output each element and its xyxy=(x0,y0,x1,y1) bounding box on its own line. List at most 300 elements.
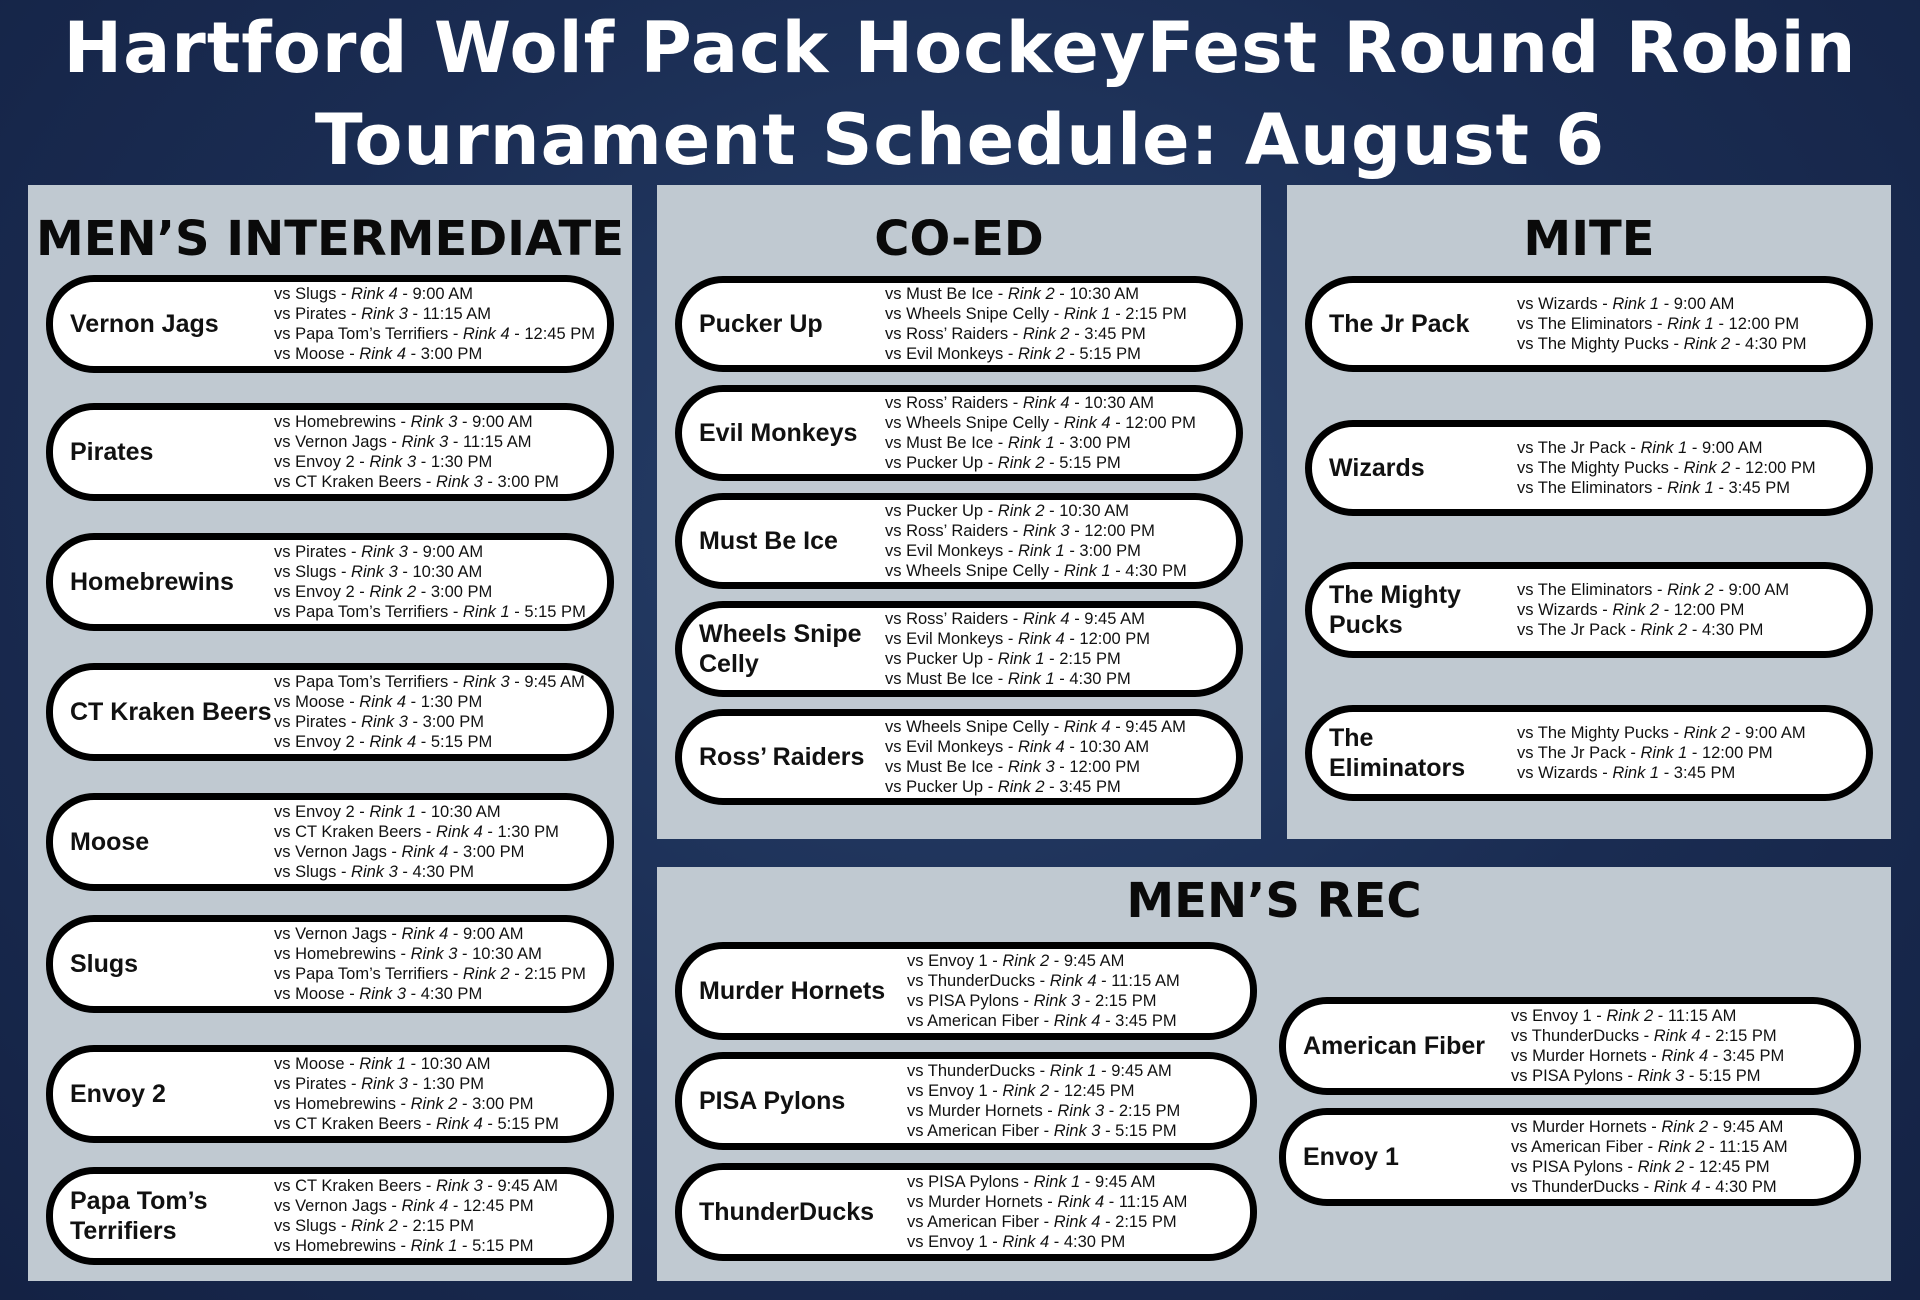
game-opponent: vs Envoy 2 xyxy=(274,583,355,601)
game-opponent: vs Ross’ Raiders xyxy=(885,522,1009,540)
panel-mens-intermediate xyxy=(28,185,632,1281)
game-list xyxy=(274,922,586,1006)
game-time: 12:00 PM xyxy=(1069,758,1140,776)
game-opponent: vs Pucker Up xyxy=(885,454,984,472)
game-rink: Rink 1 xyxy=(1612,295,1660,313)
game-rink: Rink 2 xyxy=(462,965,510,983)
game-list xyxy=(1511,1115,1788,1199)
game-rink: Rink 2 xyxy=(1017,345,1065,363)
game-rink: Rink 2 xyxy=(1683,335,1731,353)
team-card xyxy=(46,1045,614,1143)
game-line: vs American Fiber - Rink 4 - 2:15 PM xyxy=(907,1213,1177,1231)
game-line: vs The Jr Pack - Rink 2 - 4:30 PM xyxy=(1517,621,1764,639)
game-line: vs Vernon Jags - Rink 4 - 3:00 PM xyxy=(274,843,525,861)
game-opponent: vs Homebrewins xyxy=(274,1095,396,1113)
team-name: Evil Monkeys xyxy=(699,418,858,447)
game-time: 12:45 PM xyxy=(524,325,595,343)
team-name: American Fiber xyxy=(1303,1031,1486,1060)
game-opponent: vs Vernon Jags xyxy=(274,433,387,451)
game-line: vs Moose - Rink 3 - 4:30 PM xyxy=(274,985,483,1003)
game-line: vs Moose - Rink 1 - 10:30 AM xyxy=(274,1055,491,1073)
team-name: Vernon Jags xyxy=(70,309,219,338)
game-rink: Rink 3 xyxy=(1022,522,1070,540)
game-line: vs Wizards - Rink 2 - 12:00 PM xyxy=(1517,601,1745,619)
game-opponent: vs Pucker Up xyxy=(885,778,984,796)
game-time: 2:15 PM xyxy=(1715,1027,1777,1045)
game-time: 2:15 PM xyxy=(1125,305,1187,323)
game-line: vs The Eliminators - Rink 2 - 9:00 AM xyxy=(1517,581,1790,599)
game-opponent: vs Evil Monkeys xyxy=(885,345,1004,363)
game-rink: Rink 4 xyxy=(1049,972,1097,990)
game-rink: Rink 4 xyxy=(436,1115,483,1133)
panel-mite xyxy=(1287,185,1891,839)
game-rink: Rink 3 xyxy=(361,1075,408,1093)
game-line: vs The Jr Pack - Rink 1 - 9:00 AM xyxy=(1517,439,1763,457)
game-opponent: vs The Jr Pack xyxy=(1517,439,1626,457)
game-line: vs ThunderDucks - Rink 4 - 2:15 PM xyxy=(1511,1027,1777,1045)
game-opponent: vs PISA Pylons xyxy=(907,992,1019,1010)
game-opponent: vs American Fiber xyxy=(907,1213,1040,1231)
team-card xyxy=(46,403,614,501)
game-opponent: vs PISA Pylons xyxy=(1511,1158,1623,1176)
game-opponent: vs Pirates xyxy=(274,713,347,731)
game-list xyxy=(907,949,1180,1033)
game-line: vs Ross’ Raiders - Rink 4 - 10:30 AM xyxy=(885,394,1155,412)
game-opponent: vs Moose xyxy=(274,693,345,711)
game-time: 5:15 PM xyxy=(1699,1067,1761,1085)
game-line: vs PISA Pylons - Rink 1 - 9:45 AM xyxy=(907,1173,1156,1191)
game-opponent: vs Evil Monkeys xyxy=(885,738,1004,756)
game-opponent: vs Vernon Jags xyxy=(274,925,387,943)
game-line: vs American Fiber - Rink 2 - 11:15 AM xyxy=(1511,1138,1788,1156)
game-rink: Rink 4 xyxy=(1063,718,1111,736)
team-card xyxy=(46,793,614,891)
game-time: 2:15 PM xyxy=(524,965,586,983)
game-line: vs Evil Monkeys - Rink 4 - 10:30 AM xyxy=(885,738,1150,756)
game-opponent: vs The Jr Pack xyxy=(1517,621,1626,639)
game-time: 9:00 AM xyxy=(462,925,524,943)
game-time: 3:45 PM xyxy=(1084,325,1146,343)
game-rink: Rink 3 xyxy=(1033,992,1081,1010)
game-time: 2:15 PM xyxy=(1118,1102,1181,1120)
game-time: 1:30 PM xyxy=(430,453,493,471)
game-opponent: vs ThunderDucks xyxy=(907,972,1036,990)
panel-mens-rec xyxy=(657,867,1891,1281)
game-rink: Rink 4 xyxy=(1022,610,1070,628)
game-list xyxy=(907,1170,1187,1254)
game-opponent: vs Vernon Jags xyxy=(274,843,387,861)
division-title: CO-ED xyxy=(874,211,1044,267)
game-rink: Rink 4 xyxy=(1661,1047,1709,1065)
game-opponent: vs Slugs xyxy=(274,863,337,881)
game-time: 11:15 AM xyxy=(1118,1193,1188,1211)
game-time: 9:45 AM xyxy=(1722,1118,1784,1136)
game-line: vs Pucker Up - Rink 2 - 3:45 PM xyxy=(885,778,1121,796)
game-time: 5:15 PM xyxy=(472,1237,534,1255)
game-opponent: vs Envoy 1 xyxy=(907,1082,988,1100)
game-opponent: vs Murder Hornets xyxy=(1511,1118,1647,1136)
game-time: 10:30 AM xyxy=(412,563,483,581)
game-line: vs The Mighty Pucks - Rink 2 - 9:00 AM xyxy=(1517,724,1806,742)
game-line: vs Envoy 1 - Rink 2 - 9:45 AM xyxy=(907,952,1125,970)
game-time: 9:00 AM xyxy=(412,285,474,303)
game-rink: Rink 1 xyxy=(1612,764,1660,782)
game-opponent: vs ThunderDucks xyxy=(1511,1027,1640,1045)
game-line: vs Envoy 2 - Rink 3 - 1:30 PM xyxy=(274,453,493,471)
game-line: vs American Fiber - Rink 4 - 3:45 PM xyxy=(907,1012,1177,1030)
game-opponent: vs American Fiber xyxy=(907,1122,1040,1140)
game-time: 3:45 PM xyxy=(1059,778,1121,796)
game-opponent: vs Papa Tom’s Terrifiers xyxy=(274,325,449,343)
game-rink: Rink 3 xyxy=(436,1177,483,1195)
game-rink: Rink 1 xyxy=(997,650,1045,668)
game-opponent: vs CT Kraken Beers xyxy=(274,823,422,841)
game-opponent: vs Must Be Ice xyxy=(885,758,994,776)
team-card xyxy=(1305,562,1873,658)
game-rink: Rink 2 xyxy=(410,1095,458,1113)
game-line: vs Pirates - Rink 3 - 9:00 AM xyxy=(274,543,484,561)
game-line: vs Must Be Ice - Rink 1 - 3:00 PM xyxy=(885,434,1131,452)
team-card xyxy=(46,915,614,1013)
game-time: 12:45 PM xyxy=(462,1197,534,1215)
game-line: vs PISA Pylons - Rink 3 - 2:15 PM xyxy=(907,992,1157,1010)
game-time: 12:00 PM xyxy=(1084,522,1155,540)
game-rink: Rink 2 xyxy=(369,583,417,601)
game-time: 9:45 AM xyxy=(1095,1173,1156,1191)
game-line: vs Murder Hornets - Rink 2 - 9:45 AM xyxy=(1511,1118,1784,1136)
game-rink: Rink 2 xyxy=(1683,459,1731,477)
team-name: Pucker Up xyxy=(699,309,823,338)
game-line: vs Ross’ Raiders - Rink 2 - 3:45 PM xyxy=(885,325,1146,343)
division-title: MEN’S REC xyxy=(1126,873,1422,929)
game-line: vs Homebrewins - Rink 2 - 3:00 PM xyxy=(274,1095,534,1113)
game-line: vs Slugs - Rink 3 - 4:30 PM xyxy=(274,863,474,881)
game-rink: Rink 2 xyxy=(997,454,1045,472)
game-opponent: vs Envoy 1 xyxy=(907,952,988,970)
game-rink: Rink 4 xyxy=(1022,394,1070,412)
game-opponent: vs Wheels Snipe Celly xyxy=(885,718,1050,736)
game-rink: Rink 2 xyxy=(1002,952,1050,970)
game-time: 9:00 AM xyxy=(472,413,533,431)
game-line: vs Papa Tom’s Terrifiers - Rink 2 - 2:15 PM xyxy=(274,965,586,983)
game-line: vs Wizards - Rink 1 - 3:45 PM xyxy=(1517,764,1736,782)
game-rink: Rink 2 xyxy=(997,778,1045,796)
game-rink: Rink 3 xyxy=(401,433,449,451)
game-time: 10:30 AM xyxy=(1084,394,1155,412)
game-line: vs Papa Tom’s Terrifiers - Rink 4 - 12:45 PM xyxy=(274,325,595,343)
game-time: 4:30 PM xyxy=(1745,335,1807,353)
game-time: 9:00 AM xyxy=(422,543,484,561)
game-line: vs Murder Hornets - Rink 3 - 2:15 PM xyxy=(907,1102,1181,1120)
game-line: vs Must Be Ice - Rink 1 - 4:30 PM xyxy=(885,670,1131,688)
game-rink: Rink 4 xyxy=(436,823,483,841)
game-rink: Rink 2 xyxy=(1606,1007,1654,1025)
game-opponent: vs Pirates xyxy=(274,1075,347,1093)
game-time: 5:15 PM xyxy=(1079,345,1141,363)
game-opponent: vs PISA Pylons xyxy=(1511,1067,1623,1085)
game-line: vs Envoy 2 - Rink 2 - 3:00 PM xyxy=(274,583,493,601)
game-rink: Rink 3 xyxy=(359,985,407,1003)
game-time: 10:30 AM xyxy=(472,945,542,963)
game-line: vs Evil Monkeys - Rink 4 - 12:00 PM xyxy=(885,630,1151,648)
game-rink: Rink 3 xyxy=(369,453,417,471)
game-opponent: vs CT Kraken Beers xyxy=(274,473,422,491)
team-card xyxy=(675,1163,1257,1261)
game-line: vs The Mighty Pucks - Rink 2 - 4:30 PM xyxy=(1517,335,1807,353)
game-opponent: vs Homebrewins xyxy=(274,413,396,431)
game-opponent: vs Evil Monkeys xyxy=(885,542,1004,560)
team-card xyxy=(675,709,1243,805)
team-card xyxy=(46,663,614,761)
team-name: Slugs xyxy=(70,949,139,978)
game-time: 3:00 PM xyxy=(1079,542,1141,560)
game-time: 3:00 PM xyxy=(430,583,493,601)
game-rink: Rink 1 xyxy=(1049,1062,1097,1080)
game-opponent: vs Wheels Snipe Celly xyxy=(885,305,1050,323)
game-rink: Rink 3 xyxy=(410,413,458,431)
game-time: 12:00 PM xyxy=(1079,630,1151,648)
game-opponent: vs American Fiber xyxy=(1511,1138,1644,1156)
game-rink: Rink 1 xyxy=(1640,744,1688,762)
game-time: 3:45 PM xyxy=(1728,479,1790,497)
game-rink: Rink 4 xyxy=(369,733,417,751)
game-time: 4:30 PM xyxy=(420,985,483,1003)
game-rink: Rink 4 xyxy=(351,285,398,303)
game-line: vs Papa Tom’s Terrifiers - Rink 1 - 5:15 PM xyxy=(274,603,586,621)
game-rink: Rink 4 xyxy=(1653,1027,1701,1045)
game-rink: Rink 1 xyxy=(359,1055,407,1073)
game-rink: Rink 4 xyxy=(1057,1193,1105,1211)
game-rink: Rink 3 xyxy=(1057,1102,1105,1120)
game-line: vs Wheels Snipe Celly - Rink 4 - 9:45 AM xyxy=(885,718,1186,736)
team-card xyxy=(46,275,614,373)
game-line: vs CT Kraken Beers - Rink 4 - 1:30 PM xyxy=(274,823,559,841)
team-name: ThunderDucks xyxy=(699,1197,875,1226)
game-opponent: vs Moose xyxy=(274,345,345,363)
game-time: 3:00 PM xyxy=(420,345,483,363)
game-opponent: vs Murder Hornets xyxy=(1511,1047,1647,1065)
game-time: 9:45 AM xyxy=(524,673,585,691)
game-list xyxy=(274,670,585,754)
game-line: vs Ross’ Raiders - Rink 4 - 9:45 AM xyxy=(885,610,1145,628)
game-opponent: vs Pirates xyxy=(274,305,347,323)
game-opponent: vs Homebrewins xyxy=(274,945,396,963)
page-title-line-2: Tournament Schedule: August 6 xyxy=(314,99,1606,182)
game-time: 3:00 PM xyxy=(472,1095,534,1113)
game-rink: Rink 2 xyxy=(1002,1082,1050,1100)
team-name: Must Be Ice xyxy=(699,526,838,555)
game-line: vs Slugs - Rink 3 - 10:30 AM xyxy=(274,563,483,581)
game-time: 9:45 AM xyxy=(1063,952,1125,970)
game-time: 12:00 PM xyxy=(1125,414,1196,432)
game-opponent: vs CT Kraken Beers xyxy=(274,1115,422,1133)
game-opponent: vs Slugs xyxy=(274,285,337,303)
team-card xyxy=(46,533,614,631)
game-time: 4:30 PM xyxy=(1063,1233,1126,1251)
game-opponent: vs Moose xyxy=(274,1055,345,1073)
game-time: 11:15 AM xyxy=(422,305,492,323)
game-line: vs The Mighty Pucks - Rink 2 - 12:00 PM xyxy=(1517,459,1816,477)
game-rink: Rink 2 xyxy=(1640,621,1688,639)
game-opponent: vs Ross’ Raiders xyxy=(885,325,1009,343)
game-time: 9:45 AM xyxy=(1084,610,1145,628)
game-opponent: vs Envoy 2 xyxy=(274,803,355,821)
game-time: 10:30 AM xyxy=(430,803,501,821)
game-rink: Rink 3 xyxy=(361,543,408,561)
game-time: 5:15 PM xyxy=(1059,454,1121,472)
game-opponent: vs Murder Hornets xyxy=(907,1193,1043,1211)
game-opponent: vs The Mighty Pucks xyxy=(1517,724,1669,742)
game-rink: Rink 3 xyxy=(351,863,398,881)
game-time: 3:00 PM xyxy=(462,843,525,861)
game-line: vs Papa Tom’s Terrifiers - Rink 3 - 9:45 AM xyxy=(274,673,585,691)
game-rink: Rink 4 xyxy=(1002,1233,1050,1251)
game-rink: Rink 2 xyxy=(1612,601,1660,619)
team-card xyxy=(675,1052,1257,1150)
game-opponent: vs Murder Hornets xyxy=(907,1102,1043,1120)
game-line: vs Pucker Up - Rink 1 - 2:15 PM xyxy=(885,650,1121,668)
team-name: Moose xyxy=(70,827,150,856)
game-time: 9:45 AM xyxy=(1111,1062,1172,1080)
game-line: vs Vernon Jags - Rink 3 - 11:15 AM xyxy=(274,433,532,451)
game-opponent: vs Evil Monkeys xyxy=(885,630,1004,648)
game-time: 9:00 AM xyxy=(1701,439,1763,457)
game-line: vs Pirates - Rink 3 - 3:00 PM xyxy=(274,713,485,731)
game-time: 10:30 AM xyxy=(1079,738,1150,756)
game-time: 10:30 AM xyxy=(420,1055,491,1073)
game-line: vs Vernon Jags - Rink 4 - 12:45 PM xyxy=(274,1197,534,1215)
game-opponent: vs Wizards xyxy=(1517,764,1598,782)
game-line: vs Envoy 1 - Rink 2 - 12:45 PM xyxy=(907,1082,1135,1100)
game-line: vs Moose - Rink 4 - 1:30 PM xyxy=(274,693,483,711)
game-rink: Rink 1 xyxy=(410,1237,458,1255)
game-time: 5:15 PM xyxy=(1115,1122,1177,1140)
game-line: vs ThunderDucks - Rink 1 - 9:45 AM xyxy=(907,1062,1172,1080)
game-rink: Rink 4 xyxy=(401,843,449,861)
game-time: 4:30 PM xyxy=(1125,562,1187,580)
game-line: vs Homebrewins - Rink 1 - 5:15 PM xyxy=(274,1237,534,1255)
game-time: 9:45 AM xyxy=(497,1177,559,1195)
game-time: 2:15 PM xyxy=(1115,1213,1177,1231)
game-rink: Rink 3 xyxy=(1637,1067,1685,1085)
game-list xyxy=(274,410,559,494)
game-line: vs Pucker Up - Rink 2 - 5:15 PM xyxy=(885,454,1121,472)
game-opponent: vs CT Kraken Beers xyxy=(274,1177,422,1195)
game-list xyxy=(274,282,595,366)
game-line: vs Moose - Rink 4 - 3:00 PM xyxy=(274,345,483,363)
game-rink: Rink 1 xyxy=(1640,439,1688,457)
team-card xyxy=(675,276,1243,372)
team-card xyxy=(1305,276,1873,372)
game-opponent: vs Vernon Jags xyxy=(274,1197,387,1215)
team-name: Pirates xyxy=(70,437,154,466)
game-line: vs ThunderDucks - Rink 4 - 11:15 AM xyxy=(907,972,1180,990)
game-time: 2:15 PM xyxy=(1059,650,1121,668)
game-rink: Rink 3 xyxy=(1007,758,1055,776)
game-time: 9:00 AM xyxy=(1673,295,1735,313)
game-time: 12:00 PM xyxy=(1728,315,1800,333)
game-time: 12:45 PM xyxy=(1063,1082,1135,1100)
game-list xyxy=(885,500,1187,582)
game-time: 10:30 AM xyxy=(1059,502,1129,520)
game-line: vs ThunderDucks - Rink 4 - 4:30 PM xyxy=(1511,1178,1777,1196)
game-list xyxy=(274,800,559,884)
game-rink: Rink 4 xyxy=(462,325,510,343)
game-line: vs Ross’ Raiders - Rink 3 - 12:00 PM xyxy=(885,522,1155,540)
game-rink: Rink 1 xyxy=(1007,434,1055,452)
division-title: MEN’S INTERMEDIATE xyxy=(36,211,624,267)
game-line: vs Murder Hornets - Rink 4 - 3:45 PM xyxy=(1511,1047,1785,1065)
team-card xyxy=(1305,420,1873,516)
game-opponent: vs Ross’ Raiders xyxy=(885,394,1009,412)
team-name: Envoy 1 xyxy=(1303,1142,1399,1171)
game-list xyxy=(1517,427,1816,509)
game-rink: Rink 1 xyxy=(1063,562,1111,580)
game-opponent: vs Moose xyxy=(274,985,345,1003)
game-line: vs Vernon Jags - Rink 4 - 9:00 AM xyxy=(274,925,524,943)
team-card xyxy=(1279,997,1861,1095)
game-time: 11:15 AM xyxy=(1111,972,1180,990)
game-rink: Rink 4 xyxy=(401,1197,449,1215)
game-rink: Rink 2 xyxy=(997,502,1045,520)
game-rink: Rink 1 xyxy=(1063,305,1111,323)
game-time: 11:15 AM xyxy=(462,433,532,451)
game-line: vs Slugs - Rink 4 - 9:00 AM xyxy=(274,285,474,303)
game-rink: Rink 3 xyxy=(462,673,510,691)
game-rink: Rink 2 xyxy=(351,1217,398,1235)
game-rink: Rink 1 xyxy=(369,803,417,821)
game-opponent: vs Pirates xyxy=(274,543,347,561)
game-time: 9:00 AM xyxy=(1728,581,1790,599)
game-rink: Rink 4 xyxy=(1017,738,1065,756)
game-time: 12:00 PM xyxy=(1745,459,1816,477)
game-opponent: vs Pucker Up xyxy=(885,650,984,668)
game-line: vs American Fiber - Rink 3 - 5:15 PM xyxy=(907,1122,1177,1140)
game-time: 5:15 PM xyxy=(497,1115,559,1133)
game-rink: Rink 2 xyxy=(1022,325,1070,343)
game-time: 3:00 PM xyxy=(497,473,559,491)
game-list xyxy=(274,1052,559,1136)
game-opponent: vs Slugs xyxy=(274,563,337,581)
game-time: 9:45 AM xyxy=(1125,718,1186,736)
game-list xyxy=(885,716,1186,798)
game-rink: Rink 2 xyxy=(1637,1158,1685,1176)
game-list xyxy=(1511,1004,1784,1088)
game-opponent: vs Envoy 2 xyxy=(274,733,355,751)
game-rink: Rink 1 xyxy=(462,603,510,621)
game-rink: Rink 4 xyxy=(1653,1178,1701,1196)
game-time: 1:30 PM xyxy=(422,1075,485,1093)
game-opponent: vs Wizards xyxy=(1517,295,1598,313)
game-line: vs CT Kraken Beers - Rink 3 - 9:45 AM xyxy=(274,1177,559,1195)
game-list xyxy=(1517,569,1789,651)
game-line: vs Wheels Snipe Celly - Rink 1 - 2:15 PM xyxy=(885,305,1187,323)
game-line: vs Pirates - Rink 3 - 11:15 AM xyxy=(274,305,492,323)
game-rink: Rink 2 xyxy=(1667,581,1714,599)
game-time: 3:45 PM xyxy=(1722,1047,1785,1065)
game-opponent: vs PISA Pylons xyxy=(907,1173,1019,1191)
game-line: vs Wheels Snipe Celly - Rink 1 - 4:30 PM xyxy=(885,562,1187,580)
game-line: vs Envoy 2 - Rink 1 - 10:30 AM xyxy=(274,803,501,821)
game-time: 12:00 PM xyxy=(1701,744,1773,762)
game-line: vs Homebrewins - Rink 3 - 10:30 AM xyxy=(274,945,542,963)
game-opponent: vs Papa Tom’s Terrifiers xyxy=(274,673,449,691)
game-opponent: vs American Fiber xyxy=(907,1012,1040,1030)
team-name: The Jr Pack xyxy=(1329,309,1470,338)
game-line: vs The Eliminators - Rink 1 - 3:45 PM xyxy=(1517,479,1790,497)
game-time: 1:30 PM xyxy=(497,823,559,841)
game-line: vs PISA Pylons - Rink 3 - 5:15 PM xyxy=(1511,1067,1761,1085)
